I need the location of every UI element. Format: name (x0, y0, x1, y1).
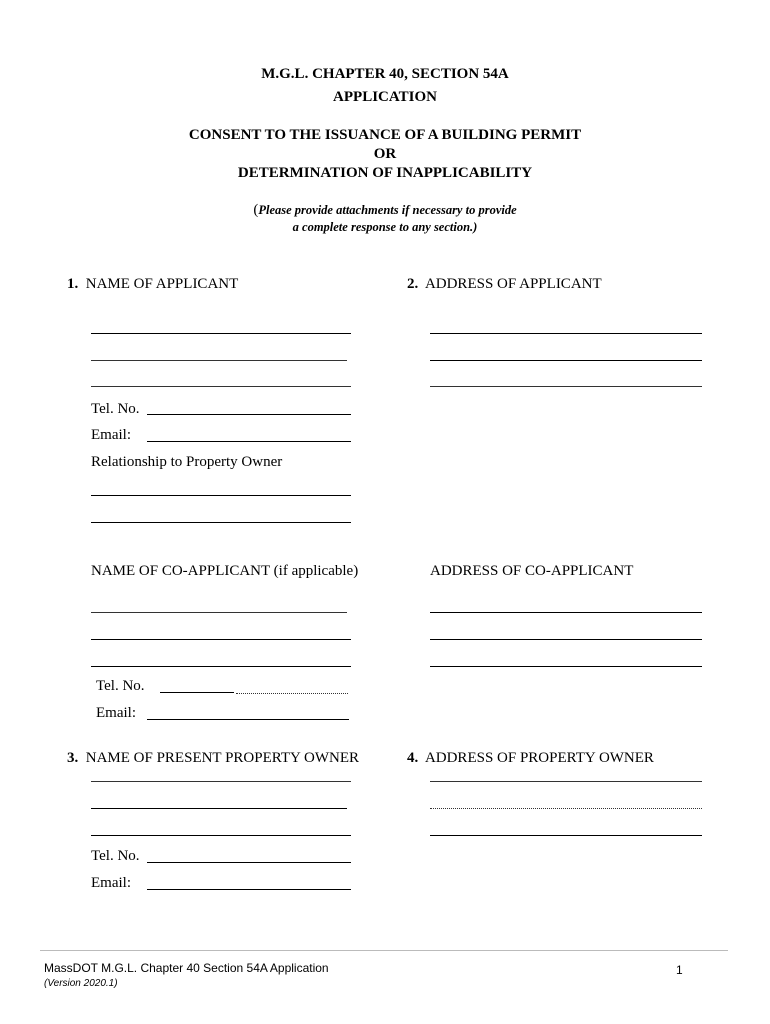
applicant-name-line-3[interactable] (91, 386, 351, 387)
section4-heading (407, 750, 654, 767)
footer-divider (40, 950, 728, 951)
applicant-email-line[interactable] (147, 441, 351, 442)
owner-name-line-1[interactable] (91, 781, 351, 782)
section2-number: 2. (407, 276, 419, 292)
coapplicant-tel-label: Tel. No. (96, 678, 145, 694)
owner-email-label: Email: (91, 875, 131, 891)
relationship-line-1[interactable] (91, 495, 351, 496)
owner-tel-line[interactable] (147, 862, 351, 863)
applicant-address-line-1[interactable] (430, 333, 702, 334)
applicant-address-line-3[interactable] (430, 386, 702, 387)
section2-label: ADDRESS OF APPLICANT (424, 276, 602, 292)
page-number: 1 (676, 963, 683, 977)
footer-title: MassDOT M.G.L. Chapter 40 Section 54A Application (44, 961, 329, 975)
section3-number: 3. (67, 750, 79, 766)
applicant-tel-line[interactable] (147, 414, 351, 415)
owner-address-line-3[interactable] (430, 835, 702, 836)
relationship-line-2[interactable] (91, 522, 351, 523)
section1-number: 1. (67, 276, 79, 292)
section4-number: 4. (407, 750, 419, 766)
coapplicant-address-line-1[interactable] (430, 612, 702, 613)
coapplicant-email-line[interactable] (147, 719, 349, 720)
applicant-name-line-1[interactable] (91, 333, 351, 334)
coapplicant-address-line-3[interactable] (430, 666, 702, 667)
coapplicant-address-label: ADDRESS OF CO-APPLICANT (430, 563, 634, 579)
section2-heading (407, 276, 602, 293)
section4-label: ADDRESS OF PROPERTY OWNER (424, 750, 654, 766)
owner-address-line-2[interactable] (430, 808, 702, 809)
owner-email-line[interactable] (147, 889, 351, 890)
applicant-name-line-2[interactable] (91, 360, 347, 361)
owner-tel-label: Tel. No. (91, 848, 140, 864)
footer-version: (Version 2020.1) (44, 978, 118, 989)
coapplicant-name-line-3[interactable] (91, 666, 351, 667)
coapplicant-tel-line-b[interactable] (236, 693, 348, 694)
section3-label: NAME OF PRESENT PROPERTY OWNER (85, 750, 360, 766)
section1-heading (67, 276, 238, 293)
applicant-tel-label: Tel. No. (91, 401, 140, 417)
owner-name-line-3[interactable] (91, 835, 351, 836)
instructions-note-line2: a complete response to any section.) (292, 220, 478, 234)
doc-subtitle-line2: DETERMINATION OF INAPPLICABILITY (237, 165, 533, 181)
instructions-note-line1 (0, 202, 770, 219)
applicant-address-line-2[interactable] (430, 360, 702, 361)
section1-label: NAME OF APPLICANT (85, 276, 239, 292)
note-line1-text: Please provide attachments if necessary to provide (258, 203, 517, 217)
coapplicant-name-line-1[interactable] (91, 612, 347, 613)
doc-title-line1: M.G.L. CHAPTER 40, SECTION 54A (261, 66, 509, 82)
owner-name-line-2[interactable] (91, 808, 347, 809)
note-open-paren: ( (253, 202, 259, 218)
owner-address-line-1[interactable] (430, 781, 702, 782)
coapplicant-name-line-2[interactable] (91, 639, 351, 640)
doc-title-line2: APPLICATION (333, 89, 437, 105)
doc-subtitle-line1: CONSENT TO THE ISSUANCE OF A BUILDING PERMIT (188, 127, 582, 143)
relationship-label: Relationship to Property Owner (91, 454, 283, 470)
applicant-email-label: Email: (91, 427, 131, 443)
coapplicant-name-label: NAME OF CO-APPLICANT (if applicable) (91, 563, 359, 579)
section3-heading (67, 750, 359, 767)
doc-subtitle-or: OR (373, 146, 397, 162)
coapplicant-tel-line-a[interactable] (160, 692, 234, 693)
coapplicant-address-line-2[interactable] (430, 639, 702, 640)
coapplicant-email-label: Email: (96, 705, 136, 721)
